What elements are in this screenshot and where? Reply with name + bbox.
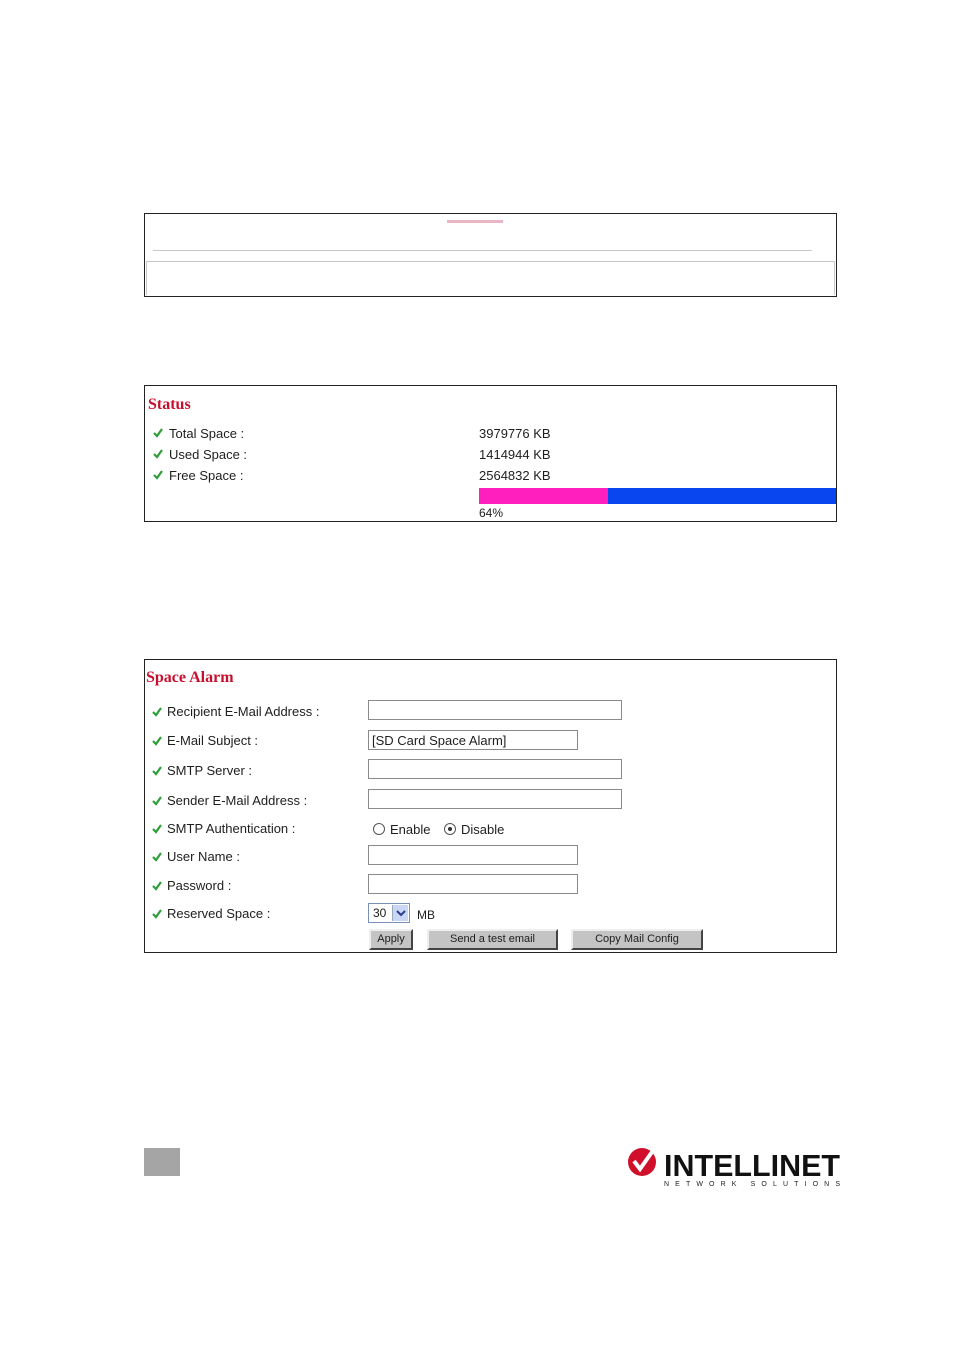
apply-button[interactable]: Apply xyxy=(369,929,413,950)
username-input[interactable] xyxy=(368,845,578,865)
reserved-space-unit: MB xyxy=(417,908,435,922)
top-panel xyxy=(144,213,837,297)
check-icon xyxy=(152,881,162,891)
used-space-value: 1414944 KB xyxy=(479,447,551,462)
copy-mail-config-button[interactable]: Copy Mail Config xyxy=(571,929,703,950)
total-space-value: 3979776 KB xyxy=(479,426,551,441)
brand-name: INTELLINET xyxy=(664,1148,841,1183)
email-subject-input[interactable] xyxy=(368,730,578,750)
page-number-box xyxy=(144,1148,180,1176)
reserved-space-select[interactable] xyxy=(368,903,410,923)
check-icon xyxy=(152,909,162,919)
smtp-auth-label: SMTP Authentication : xyxy=(167,821,296,836)
recipient-email-input[interactable] xyxy=(368,700,622,720)
status-panel xyxy=(144,385,837,522)
username-label: User Name : xyxy=(167,849,240,864)
sender-email-input[interactable] xyxy=(368,789,622,809)
password-input[interactable] xyxy=(368,874,578,894)
free-space-value: 2564832 KB xyxy=(479,468,551,483)
intellinet-logo-icon xyxy=(626,1144,842,1188)
smtp-server-label: SMTP Server : xyxy=(167,763,253,778)
intellinet-logo xyxy=(626,1144,842,1188)
usage-bar xyxy=(479,488,836,504)
check-icon xyxy=(153,470,163,480)
cropped-title-mark xyxy=(447,220,503,223)
auth-enable-radio[interactable] xyxy=(373,823,385,835)
usage-percent-label: 64% xyxy=(479,506,504,520)
space-alarm-panel xyxy=(144,659,837,953)
password-label: Password : xyxy=(167,878,232,893)
check-icon xyxy=(153,428,163,438)
reserved-space-label: Reserved Space : xyxy=(167,906,271,921)
used-space-label: Used Space : xyxy=(169,447,248,462)
sender-email-label: Sender E-Mail Address : xyxy=(167,793,308,808)
check-icon xyxy=(152,852,162,862)
smtp-server-input[interactable] xyxy=(368,759,622,779)
divider-line xyxy=(153,250,812,251)
auth-disable-radio[interactable] xyxy=(444,823,456,835)
brand-tagline: NETWORK SOLUTIONS xyxy=(664,1181,840,1188)
chevron-down-icon[interactable] xyxy=(392,905,408,921)
total-space-label: Total Space : xyxy=(169,426,245,441)
recipient-email-label: Recipient E-Mail Address : xyxy=(167,704,320,719)
auth-enable-label: Enable xyxy=(390,822,431,837)
usage-bar-fill xyxy=(479,488,608,504)
check-icon xyxy=(152,736,162,746)
check-icon xyxy=(153,449,163,459)
inner-frame xyxy=(146,261,835,295)
send-test-email-button[interactable]: Send a test email xyxy=(427,929,558,950)
check-icon xyxy=(152,766,162,776)
email-subject-label: E-Mail Subject : xyxy=(167,733,259,748)
free-space-label: Free Space : xyxy=(169,468,244,483)
reserved-space-value: 30 xyxy=(373,906,387,920)
check-icon xyxy=(152,796,162,806)
status-title: Status xyxy=(148,396,191,413)
check-icon xyxy=(152,824,162,834)
check-icon xyxy=(152,707,162,717)
space-alarm-title: Space Alarm xyxy=(146,669,234,686)
auth-disable-label: Disable xyxy=(461,822,505,837)
